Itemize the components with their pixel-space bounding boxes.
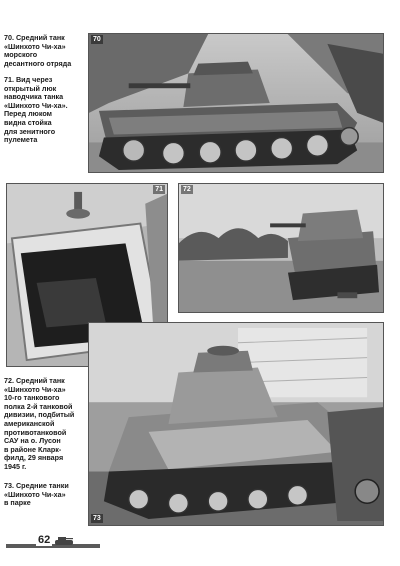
photo-73 bbox=[88, 322, 384, 526]
caption-70: 70. Средний танк «Шинхото Чи-ха» морского десантного отряда bbox=[4, 33, 72, 68]
photo-number-70: 70 bbox=[93, 36, 101, 43]
photo-72 bbox=[178, 183, 384, 313]
caption-72: 72. Средний танк «Шинхото Чи-ха» 10-го танкового полка 2-й танковой дивизии, подбитый американской противотанковой САУ на о. Лусон в районе Кларк- филд, 29 января 1945 г. bbox=[4, 376, 75, 471]
tank-icon bbox=[54, 536, 74, 546]
caption-73: 73. Средние танки «Шинхото Чи-ха» в парке bbox=[4, 481, 69, 508]
page-footer bbox=[6, 534, 100, 550]
photo-number-71: 71 bbox=[155, 186, 163, 193]
photo-number-73: 73 bbox=[93, 515, 101, 522]
caption-71: 71. Вид через открытый люк наводчика танка «Шинхото Чи-ха». Перед люком видна стойка для зенитного пулемета bbox=[4, 75, 68, 145]
footer-bar bbox=[6, 544, 100, 548]
page-number: 62 bbox=[38, 534, 51, 546]
photo-number-72: 72 bbox=[183, 186, 191, 193]
photo-70 bbox=[88, 33, 384, 173]
